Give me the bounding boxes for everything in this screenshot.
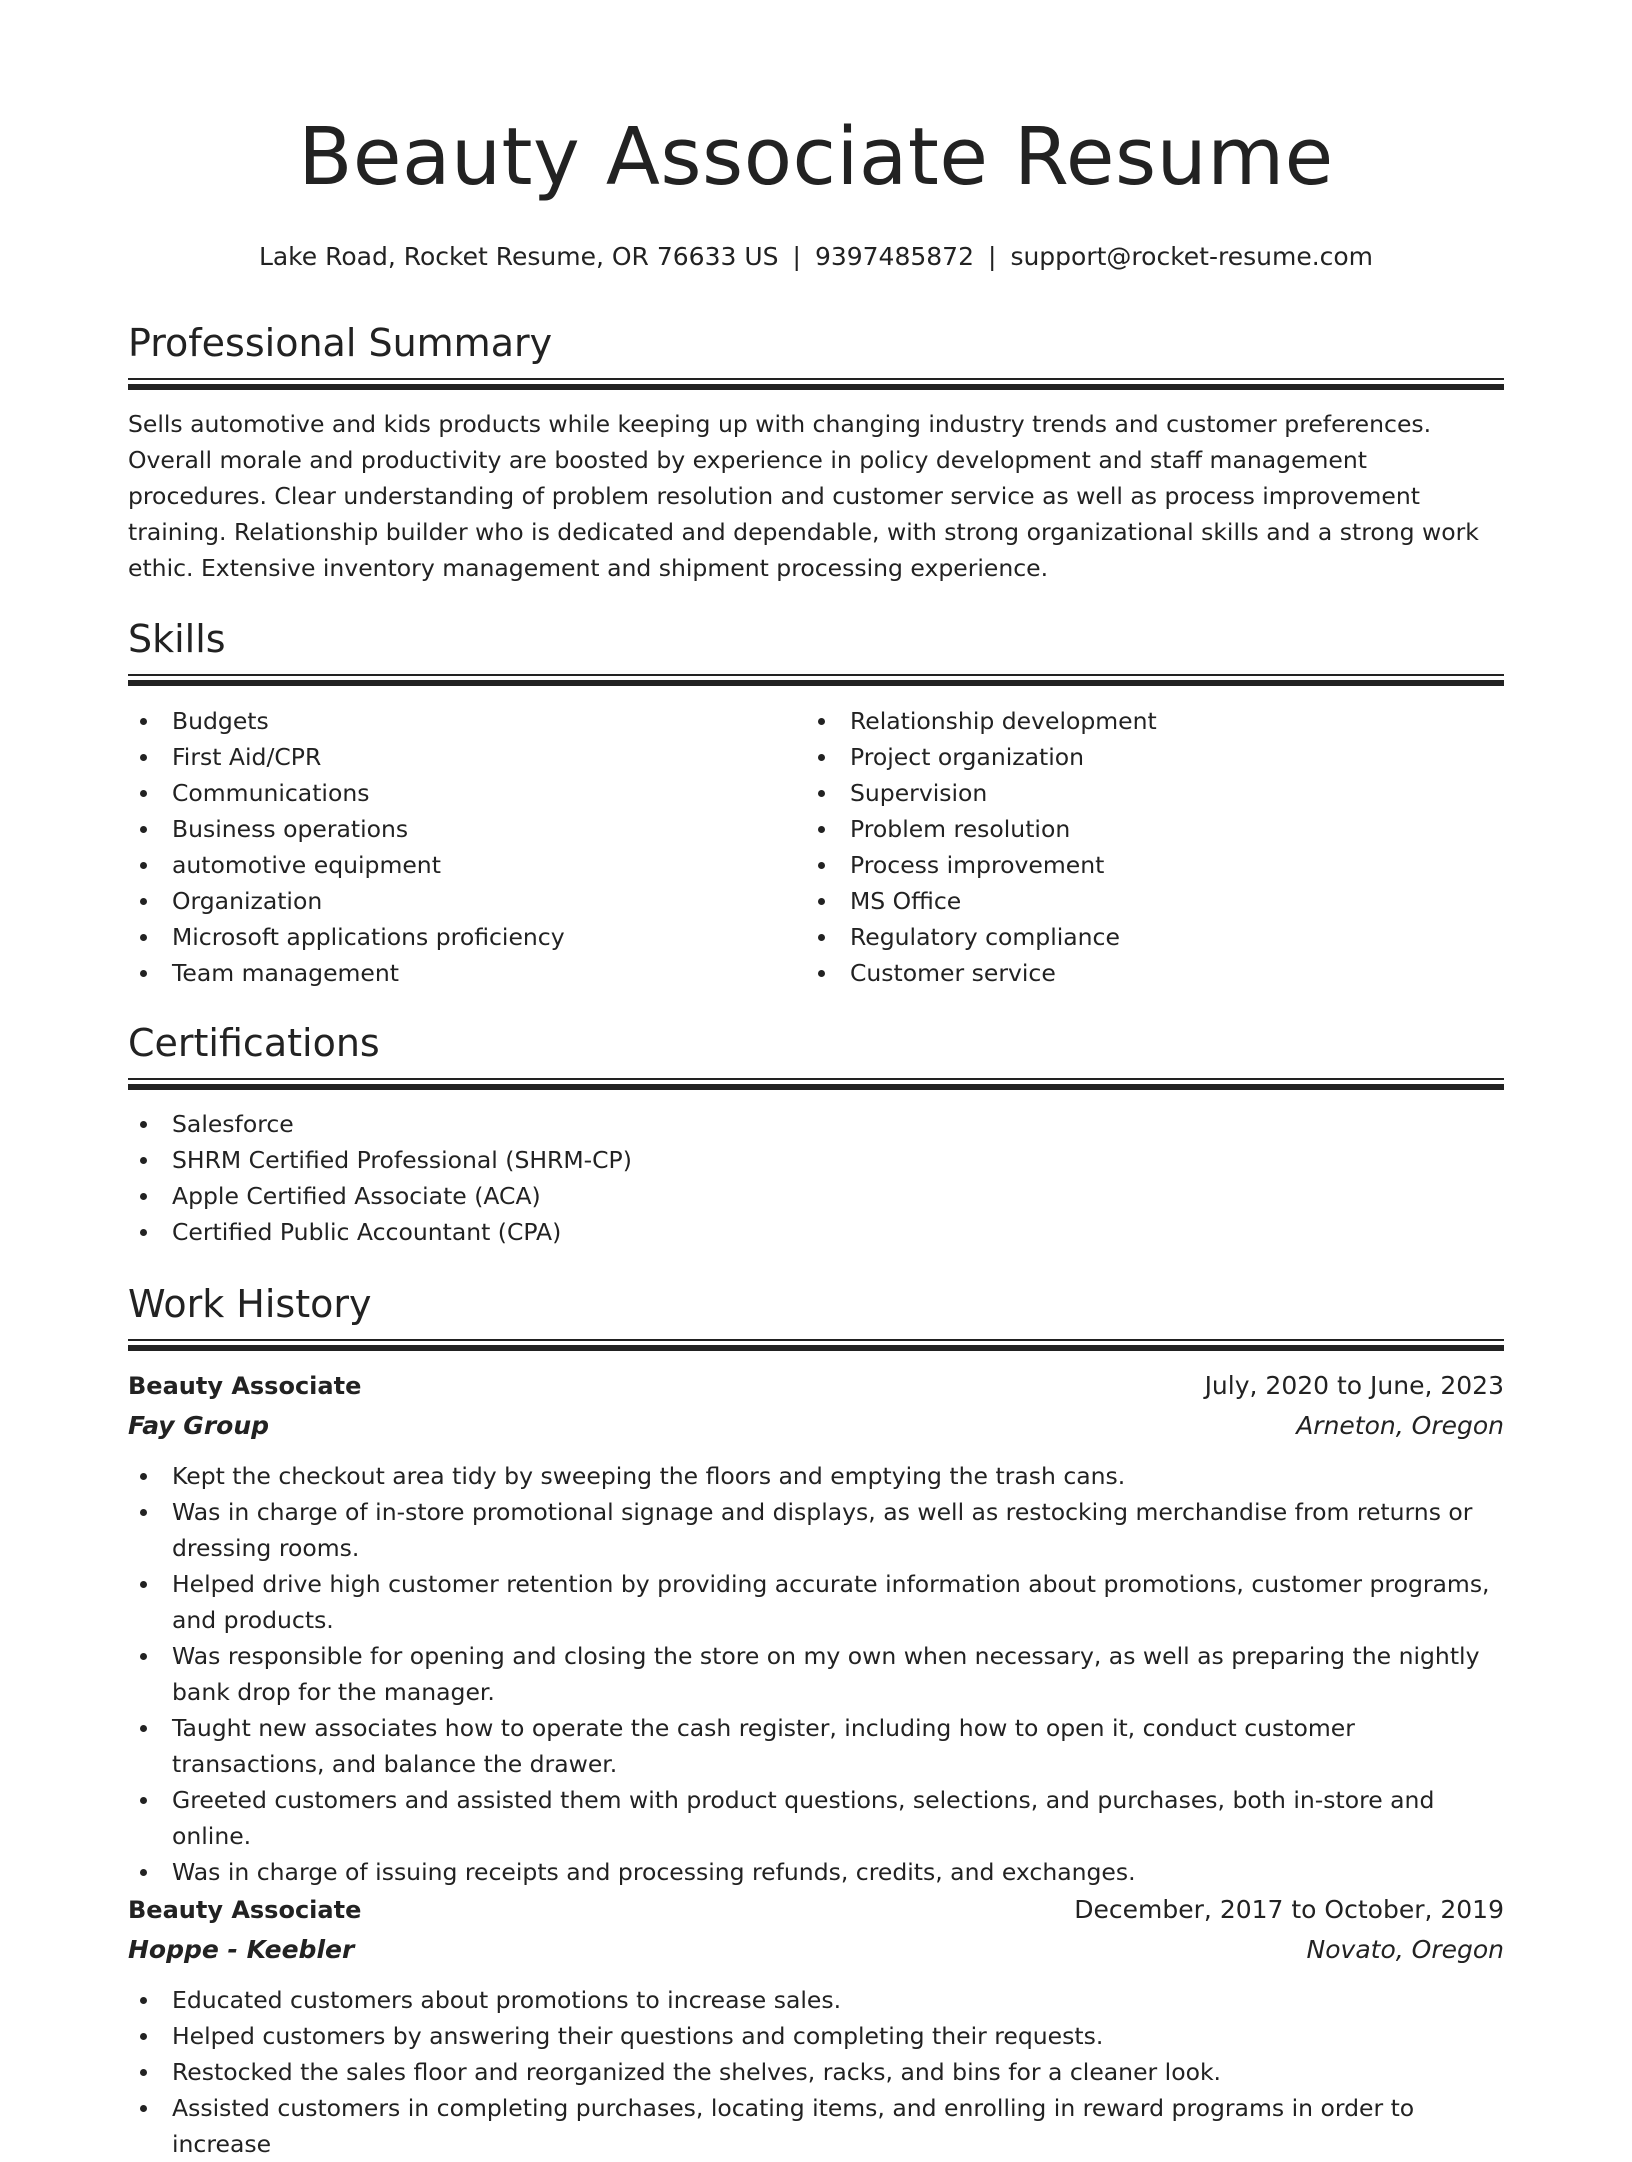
contact-separator: |: [792, 242, 801, 271]
section-divider: [128, 378, 1504, 392]
skill-item: Regulatory compliance: [806, 919, 1504, 955]
skill-item: Organization: [128, 883, 788, 919]
page-title: Beauty Associate Resume: [298, 111, 1334, 203]
job-company: Fay Group: [128, 1411, 270, 1440]
skill-item: Microsoft applications proficiency: [128, 919, 788, 955]
job-bullet: Was responsible for opening and closing the store on my own when necessary, as well as preparing the nightly bank drop for the manager.: [128, 1638, 1504, 1710]
job-title-row: [128, 1890, 1504, 1930]
certification-item: Apple Certified Associate (ACA): [128, 1178, 1504, 1214]
job-company: Hoppe - Keebler: [128, 1935, 355, 1964]
job-dates: December, 2017 to October, 2019: [1074, 1895, 1504, 1924]
job-company-row: [128, 1930, 1504, 1970]
skill-item: Process improvement: [806, 847, 1504, 883]
summary-heading: Professional Summary: [128, 321, 553, 365]
skill-item: Supervision: [806, 775, 1504, 811]
job-entry: [128, 1366, 1504, 1890]
job-bullet: Assisted customers in completing purchases, locating items, and enrolling in reward programs in order to increase: [128, 2090, 1504, 2162]
certifications-heading: Certifications: [128, 1021, 380, 1065]
skills-list-left: [128, 703, 788, 991]
contact-line: [128, 240, 1504, 274]
job-bullet: Restocked the sales floor and reorganized the shelves, racks, and bins for a cleaner look.: [128, 2054, 1504, 2090]
job-bullet: Was in charge of in-store promotional signage and displays, as well as restocking merchandise from returns or dressing rooms.: [128, 1494, 1504, 1566]
skill-item: Project organization: [806, 739, 1504, 775]
job-bullet: Was in charge of issuing receipts and processing refunds, credits, and exchanges.: [128, 1854, 1504, 1890]
skills-list-right: [806, 703, 1504, 991]
skill-item: Business operations: [128, 811, 788, 847]
certifications-list: [128, 1106, 1504, 1250]
skill-item: Customer service: [806, 955, 1504, 991]
skill-item: Communications: [128, 775, 788, 811]
job-bullet: Helped customers by answering their questions and completing their requests.: [128, 2018, 1504, 2054]
job-company-row: [128, 1406, 1504, 1446]
job-location: Novato, Oregon: [1306, 1935, 1504, 1964]
summary-section-header: [128, 320, 1504, 392]
skill-item: First Aid/CPR: [128, 739, 788, 775]
job-bullets: [128, 1458, 1504, 1890]
job-bullet: Taught new associates how to operate the cash register, including how to open it, conduct customer transactions, and balance the drawer.: [128, 1710, 1504, 1782]
job-dates: July, 2020 to June, 2023: [1204, 1371, 1504, 1400]
job-location: Arneton, Oregon: [1296, 1411, 1504, 1440]
contact-separator: |: [988, 242, 997, 271]
skills-section-header: [128, 616, 1504, 688]
section-divider: [128, 674, 1504, 688]
certification-item: Salesforce: [128, 1106, 1504, 1142]
skill-item: Problem resolution: [806, 811, 1504, 847]
summary-text: Sells automotive and kids products while keeping up with changing industry trends and customer preferences. Overall morale and productivity are boosted by experience in policy development and staff management procedures. Clear understanding of problem resolution and customer service as well as process improvement training. Relationship builder who is dedicated and dependable, with strong organizational skills and a strong work ethic. Extensive inventory management and shipment processing experience.: [128, 410, 1479, 582]
skill-item: Budgets: [128, 703, 788, 739]
job-entry: [128, 1890, 1504, 2162]
certification-item: SHRM Certified Professional (SHRM-CP): [128, 1142, 1504, 1178]
work-history-section-header: [128, 1281, 1504, 1353]
certifications-section-header: [128, 1020, 1504, 1092]
contact-address: Lake Road, Rocket Resume, OR 76633 US: [258, 242, 779, 271]
skill-item: automotive equipment: [128, 847, 788, 883]
contact-email: support@rocket-resume.com: [1010, 242, 1374, 271]
job-title: Beauty Associate: [128, 1372, 362, 1400]
section-divider: [128, 1339, 1504, 1353]
section-divider: [128, 1078, 1504, 1092]
job-bullet: Educated customers about promotions to increase sales.: [128, 1982, 1504, 2018]
certification-item: Certified Public Accountant (CPA): [128, 1214, 1504, 1250]
job-title: Beauty Associate: [128, 1896, 362, 1924]
job-title-row: [128, 1366, 1504, 1406]
job-bullets: [128, 1982, 1504, 2162]
skill-item: MS Office: [806, 883, 1504, 919]
skills-heading: Skills: [128, 617, 226, 661]
job-bullet: Greeted customers and assisted them with product questions, selections, and purchases, both in-store and online.: [128, 1782, 1504, 1854]
work-history-heading: Work History: [128, 1282, 372, 1326]
skill-item: Team management: [128, 955, 788, 991]
contact-phone: 9397485872: [814, 242, 974, 271]
job-bullet: Helped drive high customer retention by providing accurate information about promotions, customer programs, and products.: [128, 1566, 1504, 1638]
job-bullet: Kept the checkout area tidy by sweeping the floors and emptying the trash cans.: [128, 1458, 1504, 1494]
skill-item: Relationship development: [806, 703, 1504, 739]
